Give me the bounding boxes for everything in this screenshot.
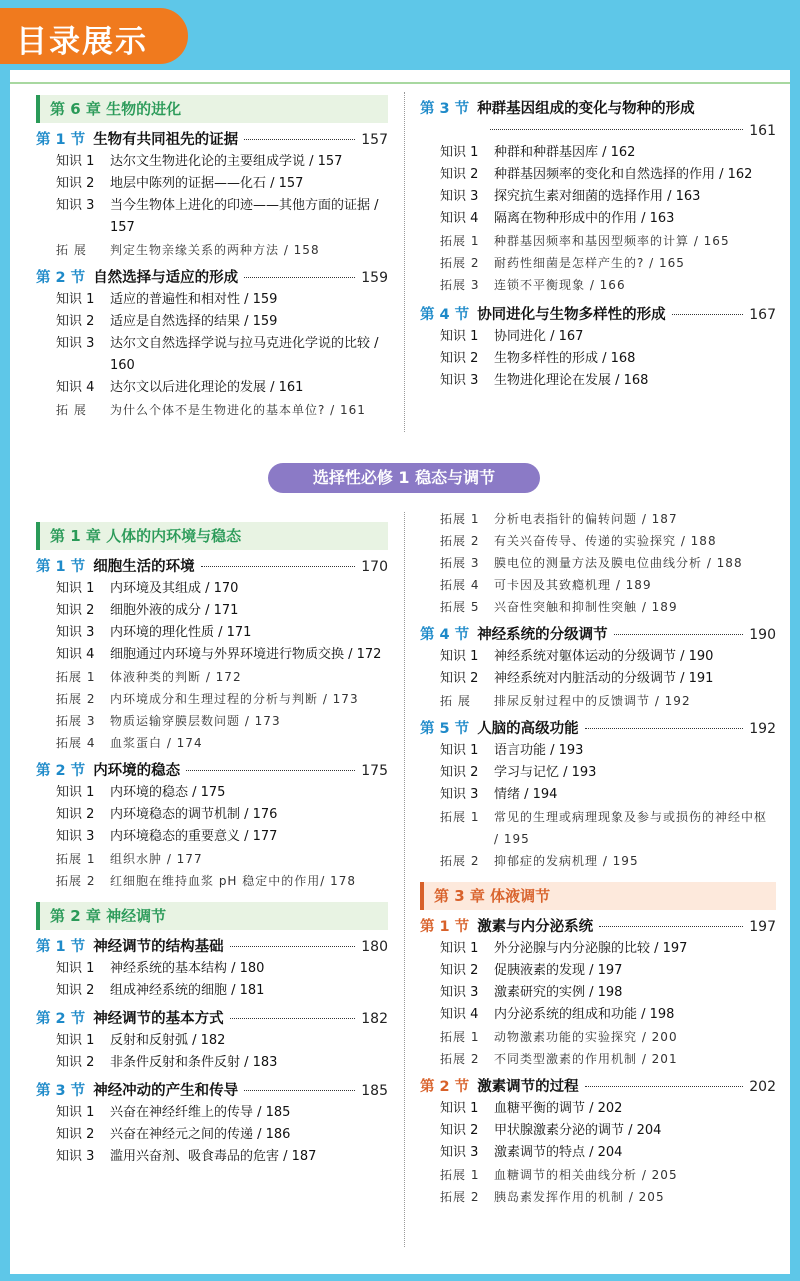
item-text: 内环境的理化性质 / 171 — [110, 625, 252, 640]
section-number: 第 1 节 — [36, 132, 86, 148]
item-text: 内环境稳态的调节机制 / 176 — [110, 807, 278, 822]
knowledge-item — [420, 348, 776, 370]
extension-item — [420, 806, 776, 850]
item-label: 知识 2 — [56, 176, 95, 191]
item-label: 知识 1 — [56, 961, 95, 976]
spacer — [36, 892, 388, 902]
item-label: 知识 1 — [56, 581, 95, 596]
extension-item — [420, 850, 776, 872]
item-text: 神经系统对内脏活动的分级调节 / 191 — [494, 671, 714, 686]
item-text: 细胞外液的成分 / 171 — [110, 603, 239, 618]
knowledge-item — [420, 326, 776, 348]
section-title: 自然选择与适应的形成 — [93, 270, 239, 286]
knowledge-item — [36, 782, 388, 804]
item-label: 拓展 1 — [440, 512, 480, 526]
item-label: 拓展 2 — [440, 256, 480, 270]
section-title: 神经调节的结构基础 — [93, 939, 224, 955]
item-text: 组织水肿 / 177 — [110, 852, 203, 866]
item-text: 动物激素功能的实验探究 / 200 — [494, 1030, 678, 1044]
extension-item — [36, 710, 388, 732]
section-number: 第 4 节 — [420, 307, 470, 323]
item-text: 胰岛素发挥作用的机制 / 205 — [494, 1190, 665, 1204]
item-label: 拓展 3 — [56, 714, 96, 728]
leader-dots — [230, 946, 356, 947]
knowledge-item — [420, 164, 776, 186]
section-number: 第 3 节 — [420, 101, 470, 117]
item-label: 知识 3 — [56, 829, 95, 844]
leader-dots — [585, 728, 744, 729]
item-text: 抑郁症的发病机理 / 195 — [494, 854, 639, 868]
item-text: 学习与记忆 / 193 — [494, 765, 597, 780]
section-title: 激素与内分泌系统 — [477, 919, 594, 935]
item-text: 协同进化 / 167 — [494, 329, 584, 344]
item-text: 体液种类的判断 / 172 — [110, 670, 242, 684]
item-label: 知识 3 — [440, 189, 479, 204]
leader-dots — [599, 926, 743, 927]
extension-item — [420, 1048, 776, 1070]
knowledge-item — [36, 1102, 388, 1124]
knowledge-item — [36, 311, 388, 333]
extension-item — [420, 230, 776, 252]
item-label: 知识 3 — [440, 787, 479, 802]
item-label: 知识 3 — [440, 373, 479, 388]
section-heading — [420, 718, 776, 740]
item-label: 知识 1 — [56, 785, 95, 800]
extension-item — [420, 530, 776, 552]
section-title: 内环境的稳态 — [93, 763, 181, 779]
item-text: 种群基因频率的变化和自然选择的作用 / 162 — [494, 167, 753, 182]
knowledge-item — [36, 578, 388, 600]
leader-dots — [490, 129, 743, 130]
item-text: 细胞通过内环境与外界环境进行物质交换 / 172 — [110, 647, 382, 662]
section-page: 197 — [749, 919, 776, 935]
item-text: 外分泌腺与内分泌腺的比较 / 197 — [494, 941, 688, 956]
knowledge-item — [36, 644, 388, 666]
toc-column-bottom-right — [420, 508, 776, 1208]
item-text: 非条件反射和条件反射 / 183 — [110, 1055, 278, 1070]
item-label: 知识 3 — [56, 625, 95, 640]
chapter-heading: 第 6 章 生物的进化 — [36, 95, 388, 123]
section-page: 190 — [749, 627, 776, 643]
section-heading — [36, 760, 388, 782]
section-title: 协同进化与生物多样性的形成 — [477, 307, 666, 323]
item-label: 知识 1 — [56, 154, 95, 169]
item-text: 兴奋在神经纤维上的传导 / 185 — [110, 1105, 291, 1120]
item-text: 内环境稳态的重要意义 / 177 — [110, 829, 278, 844]
item-label: 知识 1 — [440, 649, 479, 664]
item-label: 知识 4 — [440, 211, 479, 226]
section-heading — [36, 1080, 388, 1102]
item-label: 知识 1 — [440, 743, 479, 758]
item-label: 知识 2 — [56, 983, 95, 998]
item-text: 探究抗生素对细菌的选择作用 / 163 — [494, 189, 701, 204]
section-number: 第 2 节 — [36, 270, 86, 286]
item-label: 知识 2 — [56, 1055, 95, 1070]
leader-dots — [201, 566, 356, 567]
section-title: 神经冲动的产生和传导 — [93, 1083, 239, 1099]
knowledge-item — [36, 622, 388, 644]
knowledge-item — [36, 377, 388, 399]
knowledge-item — [36, 600, 388, 622]
item-label: 知识 2 — [56, 314, 95, 329]
item-text: 物质运输穿膜层数问题 / 173 — [110, 714, 281, 728]
section-page: 175 — [361, 763, 388, 779]
item-text: 兴奋在神经元之间的传递 / 186 — [110, 1127, 291, 1142]
section-title: 神经调节的基本方式 — [93, 1011, 224, 1027]
section-page: 182 — [361, 1011, 388, 1027]
item-label: 拓展 4 — [56, 736, 96, 750]
item-label: 知识 1 — [56, 292, 95, 307]
extension-item — [420, 596, 776, 618]
item-label: 知识 1 — [440, 1101, 479, 1116]
item-label: 知识 2 — [440, 1123, 479, 1138]
item-label: 拓展 1 — [440, 234, 480, 248]
section-title: 生物有共同祖先的证据 — [93, 132, 239, 148]
leader-dots — [244, 1090, 355, 1091]
section-number: 第 4 节 — [420, 627, 470, 643]
item-text: 语言功能 / 193 — [494, 743, 584, 758]
section-page: 180 — [361, 939, 388, 955]
item-label: 知识 3 — [56, 1149, 95, 1164]
extension-item — [420, 574, 776, 596]
extension-item — [36, 666, 388, 688]
item-text: 地层中陈列的证据——化石 / 157 — [110, 176, 304, 191]
knowledge-item — [420, 208, 776, 230]
item-text: 分析电表指针的偏转问题 / 187 — [494, 512, 678, 526]
section-heading — [36, 267, 388, 289]
item-label: 拓展 1 — [440, 1168, 480, 1182]
knowledge-item — [36, 980, 388, 1002]
item-text: 血糖平衡的调节 / 202 — [494, 1101, 623, 1116]
item-label: 知识 4 — [56, 380, 95, 395]
item-label: 拓 展 — [56, 403, 87, 417]
knowledge-item — [36, 1146, 388, 1168]
item-text: 可卡因及其致瘾机理 / 189 — [494, 578, 652, 592]
item-label: 知识 1 — [440, 941, 479, 956]
section-number: 第 2 节 — [36, 763, 86, 779]
item-label: 拓展 2 — [56, 692, 96, 706]
toc-column-top-left — [36, 95, 388, 421]
leader-dots — [614, 634, 744, 635]
extension-item — [36, 239, 388, 261]
section-page: 185 — [361, 1083, 388, 1099]
item-label: 知识 3 — [440, 985, 479, 1000]
section-title: 种群基因组成的变化与物种的形成 — [477, 101, 695, 117]
item-text: 促胰液素的发现 / 197 — [494, 963, 623, 978]
item-text: 排尿反射过程中的反馈调节 / 192 — [494, 694, 691, 708]
toc-column-top-right — [420, 92, 776, 392]
knowledge-item — [420, 960, 776, 982]
item-text: 判定生物亲缘关系的两种方法 / 158 — [110, 243, 320, 257]
item-label: 知识 3 — [56, 336, 95, 351]
item-text: 为什么个体不是生物进化的基本单位? / 161 — [110, 403, 366, 417]
leader-dots — [672, 314, 744, 315]
extension-item — [36, 688, 388, 710]
item-label: 知识 2 — [440, 765, 479, 780]
item-label: 拓展 1 — [56, 670, 96, 684]
section-number: 第 3 节 — [36, 1083, 86, 1099]
section-heading — [420, 916, 776, 938]
item-text: 甲状腺激素分泌的调节 / 204 — [494, 1123, 662, 1138]
extension-item — [36, 848, 388, 870]
extension-item — [420, 252, 776, 274]
chapter-heading: 第 2 章 神经调节 — [36, 902, 388, 930]
section-page: 161 — [749, 123, 776, 139]
knowledge-item — [36, 1124, 388, 1146]
item-text: 神经系统对躯体运动的分级调节 / 190 — [494, 649, 714, 664]
chapter-heading: 第 3 章 体液调节 — [420, 882, 776, 910]
knowledge-item — [36, 1030, 388, 1052]
section-title: 激素调节的过程 — [477, 1079, 579, 1095]
item-text: 兴奋性突触和抑制性突触 / 189 — [494, 600, 678, 614]
section-title: 人脑的高级功能 — [477, 721, 579, 737]
spacer — [420, 872, 776, 882]
item-label: 知识 1 — [56, 1033, 95, 1048]
section-heading — [36, 556, 388, 578]
item-text: 不同类型激素的作用机制 / 201 — [494, 1052, 678, 1066]
section-heading — [36, 129, 388, 151]
section-heading — [420, 304, 776, 326]
extension-item — [36, 399, 388, 421]
extension-item — [420, 1026, 776, 1048]
spacer — [420, 296, 776, 298]
leader-dots — [244, 139, 355, 140]
item-text: 激素调节的特点 / 204 — [494, 1145, 623, 1160]
knowledge-item — [36, 195, 388, 239]
extension-item — [420, 552, 776, 574]
item-text: 隔离在物种形成中的作用 / 163 — [494, 211, 675, 226]
item-label: 拓展 1 — [56, 852, 96, 866]
item-text: 当今生物体上进化的印迹——其他方面的证据 / 157 — [110, 198, 379, 235]
section-page: 170 — [361, 559, 388, 575]
item-text: 适应是自然选择的结果 / 159 — [110, 314, 278, 329]
item-label: 知识 3 — [56, 198, 95, 213]
extension-item — [36, 870, 388, 892]
item-label: 拓展 2 — [56, 874, 96, 888]
item-label: 知识 2 — [440, 351, 479, 366]
item-text: 种群和种群基因库 / 162 — [494, 145, 636, 160]
item-label: 知识 1 — [440, 329, 479, 344]
item-label: 拓 展 — [440, 694, 471, 708]
section-page: 157 — [361, 132, 388, 148]
column-divider-bottom — [404, 512, 405, 1247]
item-label: 知识 1 — [440, 145, 479, 160]
item-text: 血糖调节的相关曲线分析 / 205 — [494, 1168, 678, 1182]
item-label: 拓展 3 — [440, 556, 480, 570]
item-text: 达尔文以后进化理论的发展 / 161 — [110, 380, 304, 395]
item-label: 知识 2 — [56, 1127, 95, 1142]
knowledge-item — [420, 1004, 776, 1026]
section-title: 神经系统的分级调节 — [477, 627, 608, 643]
section-title: 细胞生活的环境 — [93, 559, 195, 575]
item-label: 知识 4 — [440, 1007, 479, 1022]
section-number: 第 1 节 — [36, 559, 86, 575]
knowledge-item — [420, 668, 776, 690]
item-text: 内环境成分和生理过程的分析与判断 / 173 — [110, 692, 359, 706]
knowledge-item — [36, 151, 388, 173]
item-label: 拓展 2 — [440, 534, 480, 548]
knowledge-item — [36, 333, 388, 377]
extension-item — [420, 1164, 776, 1186]
item-text: 达尔文生物进化论的主要组成学说 / 157 — [110, 154, 343, 169]
knowledge-item — [36, 1052, 388, 1074]
item-label: 拓展 4 — [440, 578, 480, 592]
extension-item — [420, 1186, 776, 1208]
item-text: 耐药性细菌是怎样产生的? / 165 — [494, 256, 685, 270]
item-text: 连锁不平衡现象 / 166 — [494, 278, 626, 292]
item-text: 神经系统的基本结构 / 180 — [110, 961, 265, 976]
section-number: 第 1 节 — [420, 919, 470, 935]
header-divider — [10, 82, 790, 84]
knowledge-item — [420, 982, 776, 1004]
item-text: 组成神经系统的细胞 / 181 — [110, 983, 265, 998]
knowledge-item — [36, 826, 388, 848]
item-label: 拓展 1 — [440, 1030, 480, 1044]
extension-item — [420, 508, 776, 530]
item-label: 知识 2 — [440, 963, 479, 978]
extension-item — [420, 274, 776, 296]
leader-dots — [585, 1086, 744, 1087]
item-label: 知识 3 — [440, 1145, 479, 1160]
item-text: 适应的普遍性和相对性 / 159 — [110, 292, 278, 307]
volume-banner: 选择性必修 1 稳态与调节 — [268, 463, 540, 493]
item-text: 常见的生理或病理现象及参与或损伤的神经中枢 / 195 — [494, 810, 768, 846]
item-text: 生物进化理论在发展 / 168 — [494, 373, 649, 388]
section-page: 159 — [361, 270, 388, 286]
section-page: 202 — [749, 1079, 776, 1095]
leader-dots — [230, 1018, 356, 1019]
leader-dots — [186, 770, 355, 771]
item-label: 知识 2 — [440, 167, 479, 182]
knowledge-item — [36, 173, 388, 195]
item-text: 生物多样性的形成 / 168 — [494, 351, 636, 366]
knowledge-item — [36, 804, 388, 826]
item-text: 反射和反射弧 / 182 — [110, 1033, 226, 1048]
section-page: 167 — [749, 307, 776, 323]
item-label: 知识 4 — [56, 647, 95, 662]
section-heading — [420, 1076, 776, 1098]
item-text: 情绪 / 194 — [494, 787, 558, 802]
item-text: 血浆蛋白 / 174 — [110, 736, 203, 750]
section-heading — [420, 98, 776, 120]
item-label: 拓展 5 — [440, 600, 480, 614]
item-label: 知识 2 — [440, 671, 479, 686]
item-label: 拓展 3 — [440, 278, 480, 292]
section-number: 第 2 节 — [36, 1011, 86, 1027]
item-label: 拓 展 — [56, 243, 87, 257]
knowledge-item — [420, 938, 776, 960]
leader-dots — [244, 277, 355, 278]
item-label: 知识 2 — [56, 807, 95, 822]
item-label: 知识 2 — [56, 603, 95, 618]
item-text: 内环境及其组成 / 170 — [110, 581, 239, 596]
section-number: 第 5 节 — [420, 721, 470, 737]
knowledge-item — [420, 740, 776, 762]
knowledge-item — [36, 958, 388, 980]
item-text: 激素研究的实例 / 198 — [494, 985, 623, 1000]
extension-item — [420, 690, 776, 712]
knowledge-item — [36, 289, 388, 311]
section-number: 第 1 节 — [36, 939, 86, 955]
item-label: 拓展 1 — [440, 810, 480, 824]
knowledge-item — [420, 1098, 776, 1120]
item-label: 知识 1 — [56, 1105, 95, 1120]
section-heading — [36, 936, 388, 958]
item-text: 内分泌系统的组成和功能 / 198 — [494, 1007, 675, 1022]
extension-item — [36, 732, 388, 754]
knowledge-item — [420, 646, 776, 668]
item-text: 滥用兴奋剂、吸食毒品的危害 / 187 — [110, 1149, 317, 1164]
knowledge-item — [420, 186, 776, 208]
column-divider-top — [404, 92, 405, 432]
knowledge-item — [420, 142, 776, 164]
section-number: 第 2 节 — [420, 1079, 470, 1095]
section-heading — [420, 624, 776, 646]
item-label: 拓展 2 — [440, 1190, 480, 1204]
section-page: 192 — [749, 721, 776, 737]
item-text: 内环境的稳态 / 175 — [110, 785, 226, 800]
item-text: 种群基因频率和基因型频率的计算 / 165 — [494, 234, 730, 248]
knowledge-item — [420, 762, 776, 784]
item-text: 红细胞在维持血浆 pH 稳定中的作用/ 178 — [110, 874, 357, 888]
page-title: 目录展示 — [16, 24, 148, 60]
item-label: 拓展 2 — [440, 1052, 480, 1066]
knowledge-item — [420, 1142, 776, 1164]
item-label: 拓展 2 — [440, 854, 480, 868]
item-text: 有关兴奋传导、传递的实验探究 / 188 — [494, 534, 717, 548]
knowledge-item — [420, 370, 776, 392]
item-text: 达尔文自然选择学说与拉马克进化学说的比较 / 160 — [110, 336, 379, 373]
title-tab — [0, 8, 188, 64]
item-text: 膜电位的测量方法及膜电位曲线分析 / 188 — [494, 556, 743, 570]
chapter-heading: 第 1 章 人体的内环境与稳态 — [36, 522, 388, 550]
section-heading — [36, 1008, 388, 1030]
knowledge-item — [420, 1120, 776, 1142]
section-page-line — [420, 120, 776, 142]
toc-column-bottom-left — [36, 522, 388, 1168]
knowledge-item — [420, 784, 776, 806]
